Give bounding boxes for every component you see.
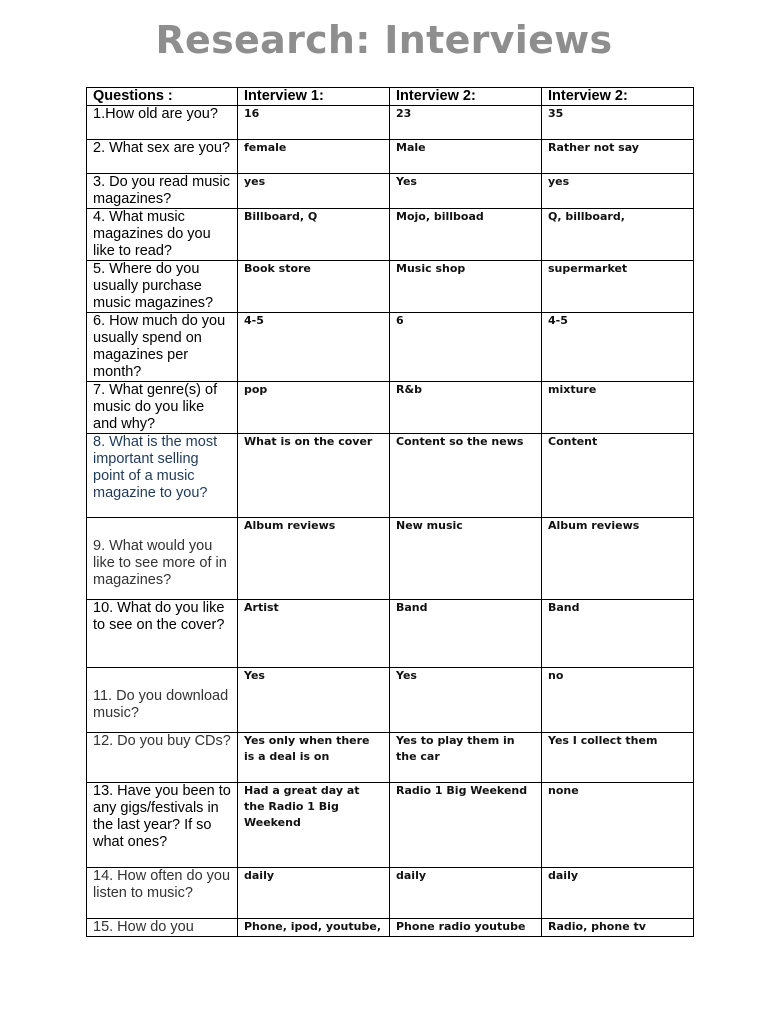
answer-cell: pop: [238, 382, 390, 434]
page-title: Research: Interviews: [155, 18, 613, 62]
question-cell: 3. Do you read music magazines?: [87, 174, 238, 209]
table-row: [87, 261, 694, 313]
table-row: [87, 106, 694, 140]
answer-cell: 23: [390, 106, 542, 140]
answer-cell: Had a great day at the Radio 1 Big Weekend: [238, 783, 390, 868]
column-header-questions: Questions :: [87, 88, 238, 106]
answer-cell: daily: [390, 868, 542, 919]
answer-cell: Music shop: [390, 261, 542, 313]
answer-cell: Artist: [238, 600, 390, 668]
answer-cell: 6: [390, 313, 542, 382]
answer-cell: daily: [542, 868, 694, 919]
column-header-interview-2: Interview 2:: [390, 88, 542, 106]
answer-cell: 4-5: [238, 313, 390, 382]
question-cell: 6. How much do you usually spend on magazines per month?: [87, 313, 238, 382]
answer-cell: Male: [390, 140, 542, 174]
answer-cell: Band: [542, 600, 694, 668]
answer-cell: yes: [238, 174, 390, 209]
table-row: [87, 733, 694, 783]
answer-cell: Rather not say: [542, 140, 694, 174]
answer-cell: none: [542, 783, 694, 868]
answer-cell: Yes: [238, 668, 390, 733]
answer-cell: Yes to play them in the car: [390, 733, 542, 783]
question-cell: 11. Do you download music?: [87, 668, 238, 733]
table-row: [87, 434, 694, 518]
answer-cell: no: [542, 668, 694, 733]
question-cell: 2. What sex are you?: [87, 140, 238, 174]
answer-cell: Band: [390, 600, 542, 668]
question-cell: 4. What music magazines do you like to read?: [87, 209, 238, 261]
question-cell: 8. What is the most important selling point of a music magazine to you?: [87, 434, 238, 518]
answer-cell: Album reviews: [542, 518, 694, 600]
answer-cell: Album reviews: [238, 518, 390, 600]
answer-cell: 4-5: [542, 313, 694, 382]
answer-cell: mixture: [542, 382, 694, 434]
table-row: [87, 668, 694, 733]
column-header-interview-1: Interview 1:: [238, 88, 390, 106]
question-cell: 9. What would you like to see more of in magazines?: [87, 518, 238, 600]
question-cell: 1.How old are you?: [87, 106, 238, 140]
answer-cell: Yes: [390, 174, 542, 209]
table-row: [87, 600, 694, 668]
interview-table: [86, 87, 694, 937]
question-cell: 13. Have you been to any gigs/festivals in the last year? If so what ones?: [87, 783, 238, 868]
answer-cell: Q, billboard,: [542, 209, 694, 261]
header-row: [87, 88, 694, 106]
question-cell: 7. What genre(s) of music do you like and why?: [87, 382, 238, 434]
answer-cell: 35: [542, 106, 694, 140]
table-row: [87, 868, 694, 919]
column-header-interview-3: Interview 2:: [542, 88, 694, 106]
table-row: [87, 783, 694, 868]
answer-cell: 16: [238, 106, 390, 140]
answer-cell: New music: [390, 518, 542, 600]
answer-cell: Phone radio youtube: [390, 919, 542, 937]
answer-cell: What is on the cover: [238, 434, 390, 518]
answer-cell: Content so the news: [390, 434, 542, 518]
table-row: [87, 382, 694, 434]
answer-cell: Radio, phone tv: [542, 919, 694, 937]
table-row: [87, 140, 694, 174]
answer-cell: Mojo, billboad: [390, 209, 542, 261]
answer-cell: Radio 1 Big Weekend: [390, 783, 542, 868]
question-cell: 12. Do you buy CDs?: [87, 733, 238, 783]
answer-cell: supermarket: [542, 261, 694, 313]
question-cell: 5. Where do you usually purchase music magazines?: [87, 261, 238, 313]
table-row: [87, 313, 694, 382]
table-row: [87, 518, 694, 600]
table-row: [87, 174, 694, 209]
question-cell: 15. How do you: [87, 919, 238, 937]
answer-cell: Billboard, Q: [238, 209, 390, 261]
table-row: [87, 919, 694, 937]
answer-cell: Yes only when there is a deal is on: [238, 733, 390, 783]
answer-cell: Yes I collect them: [542, 733, 694, 783]
question-cell: 14. How often do you listen to music?: [87, 868, 238, 919]
answer-cell: yes: [542, 174, 694, 209]
answer-cell: daily: [238, 868, 390, 919]
answer-cell: Yes: [390, 668, 542, 733]
answer-cell: R&b: [390, 382, 542, 434]
answer-cell: Content: [542, 434, 694, 518]
answer-cell: Phone, ipod, youtube,: [238, 919, 390, 937]
answer-cell: Book store: [238, 261, 390, 313]
question-cell: 10. What do you like to see on the cover?: [87, 600, 238, 668]
table-row: [87, 209, 694, 261]
answer-cell: female: [238, 140, 390, 174]
